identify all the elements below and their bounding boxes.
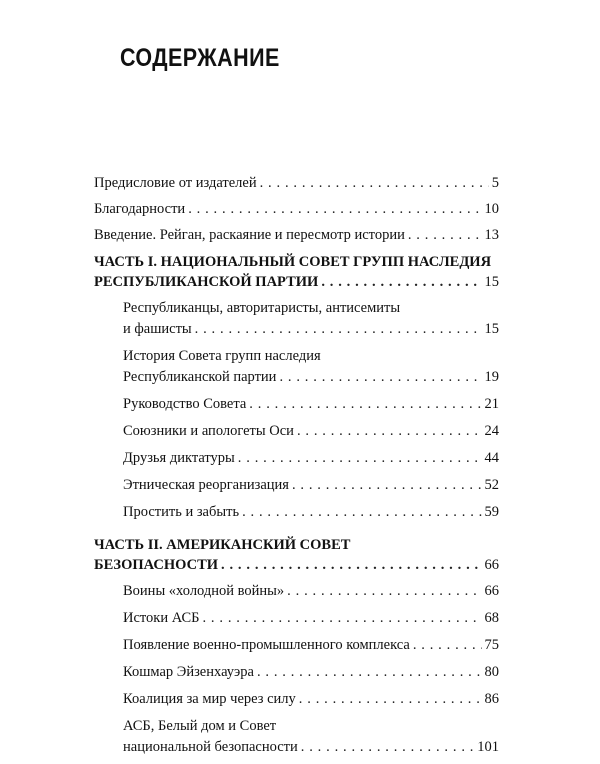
toc-chapter-title: Этническая реорганизация	[123, 477, 289, 493]
toc-chapter	[94, 689, 499, 710]
part-heading-line: РЕСПУБЛИКАНСКОЙ ПАРТИИ	[94, 274, 319, 290]
toc-chapter-title: История Совета групп наследия	[123, 348, 321, 364]
toc-page-number: 15	[484, 274, 499, 290]
toc-entry-title: Благодарности	[94, 201, 186, 217]
toc-entry-introduction	[94, 225, 499, 246]
toc-chapter	[94, 581, 499, 602]
toc-chapter-title: Республиканцы, авторитаристы, антисемиты	[123, 300, 401, 316]
toc-entry-preface	[94, 173, 499, 194]
toc-chapter	[94, 346, 499, 388]
toc-page-number: 52	[484, 477, 499, 493]
toc-page-number: 44	[484, 450, 499, 466]
toc-chapter	[94, 716, 499, 758]
toc-page-number: 68	[484, 610, 499, 626]
toc-page-number: 86	[484, 691, 499, 707]
toc-page-number: 15	[484, 321, 499, 337]
page-title: СОДЕРЖАНИЕ	[120, 44, 280, 72]
toc-entry-title: Предисловие от издателей	[94, 175, 257, 191]
toc-page-number: 66	[484, 583, 499, 599]
toc-chapter	[94, 608, 499, 629]
toc-chapter	[94, 421, 499, 442]
toc-page-number: 75	[484, 637, 499, 653]
toc-chapter-title: Воины «холодной войны»	[123, 583, 285, 599]
toc-chapter-title: Республиканской партии	[123, 369, 277, 385]
toc-chapter-title: и фашисты	[123, 321, 192, 337]
toc-chapter	[94, 662, 499, 683]
part-heading-line: БЕЗОПАСНОСТИ	[94, 557, 219, 573]
toc-part-heading	[94, 535, 499, 575]
toc-page-number: 59	[484, 504, 499, 520]
toc-entry-acknowledgements	[94, 199, 499, 220]
toc-page-number: 5	[491, 175, 499, 191]
toc-chapter-title: национальной безопасности	[123, 739, 298, 755]
toc-page-number: 24	[484, 423, 499, 439]
toc-chapter-title: Истоки АСБ	[123, 610, 200, 626]
toc-chapter-title: Союзники и апологеты Оси	[123, 423, 294, 439]
part-heading-line: ЧАСТЬ I. НАЦИОНАЛЬНЫЙ СОВЕТ ГРУПП НАСЛЕДИЯ	[94, 254, 492, 270]
toc-chapter-title: Появление военно-промышленного комплекса	[123, 637, 410, 653]
toc-page-number: 66	[484, 557, 499, 573]
toc-chapter	[94, 298, 499, 340]
toc-page-number: 80	[484, 664, 499, 680]
toc-chapter	[94, 502, 499, 523]
toc-chapter-title: АСБ, Белый дом и Совет	[123, 718, 277, 734]
toc-page-number: 13	[484, 227, 499, 243]
toc-chapter	[94, 448, 499, 469]
toc-chapter	[94, 394, 499, 415]
toc-chapter	[94, 635, 499, 656]
toc-page-number: 19	[484, 369, 499, 385]
toc-chapter-title: Друзья диктатуры	[123, 450, 235, 466]
toc-page-number: 101	[477, 739, 499, 755]
toc-chapter	[94, 475, 499, 496]
toc-page-number: 10	[484, 201, 499, 217]
toc-page-number: 21	[484, 396, 499, 412]
toc-entry-title: Введение. Рейган, раскаяние и пересмотр истории	[94, 227, 405, 243]
toc-part-heading	[94, 252, 499, 292]
part-heading-line: ЧАСТЬ II. АМЕРИКАНСКИЙ СОВЕТ	[94, 537, 351, 553]
table-of-contents	[94, 173, 499, 764]
toc-chapter-title: Кошмар Эйзенхауэра	[123, 664, 254, 680]
toc-chapter-title: Простить и забыть	[123, 504, 240, 520]
toc-chapter-title: Коалиция за мир через силу	[123, 691, 296, 707]
toc-chapter-title: Руководство Совета	[123, 396, 247, 412]
